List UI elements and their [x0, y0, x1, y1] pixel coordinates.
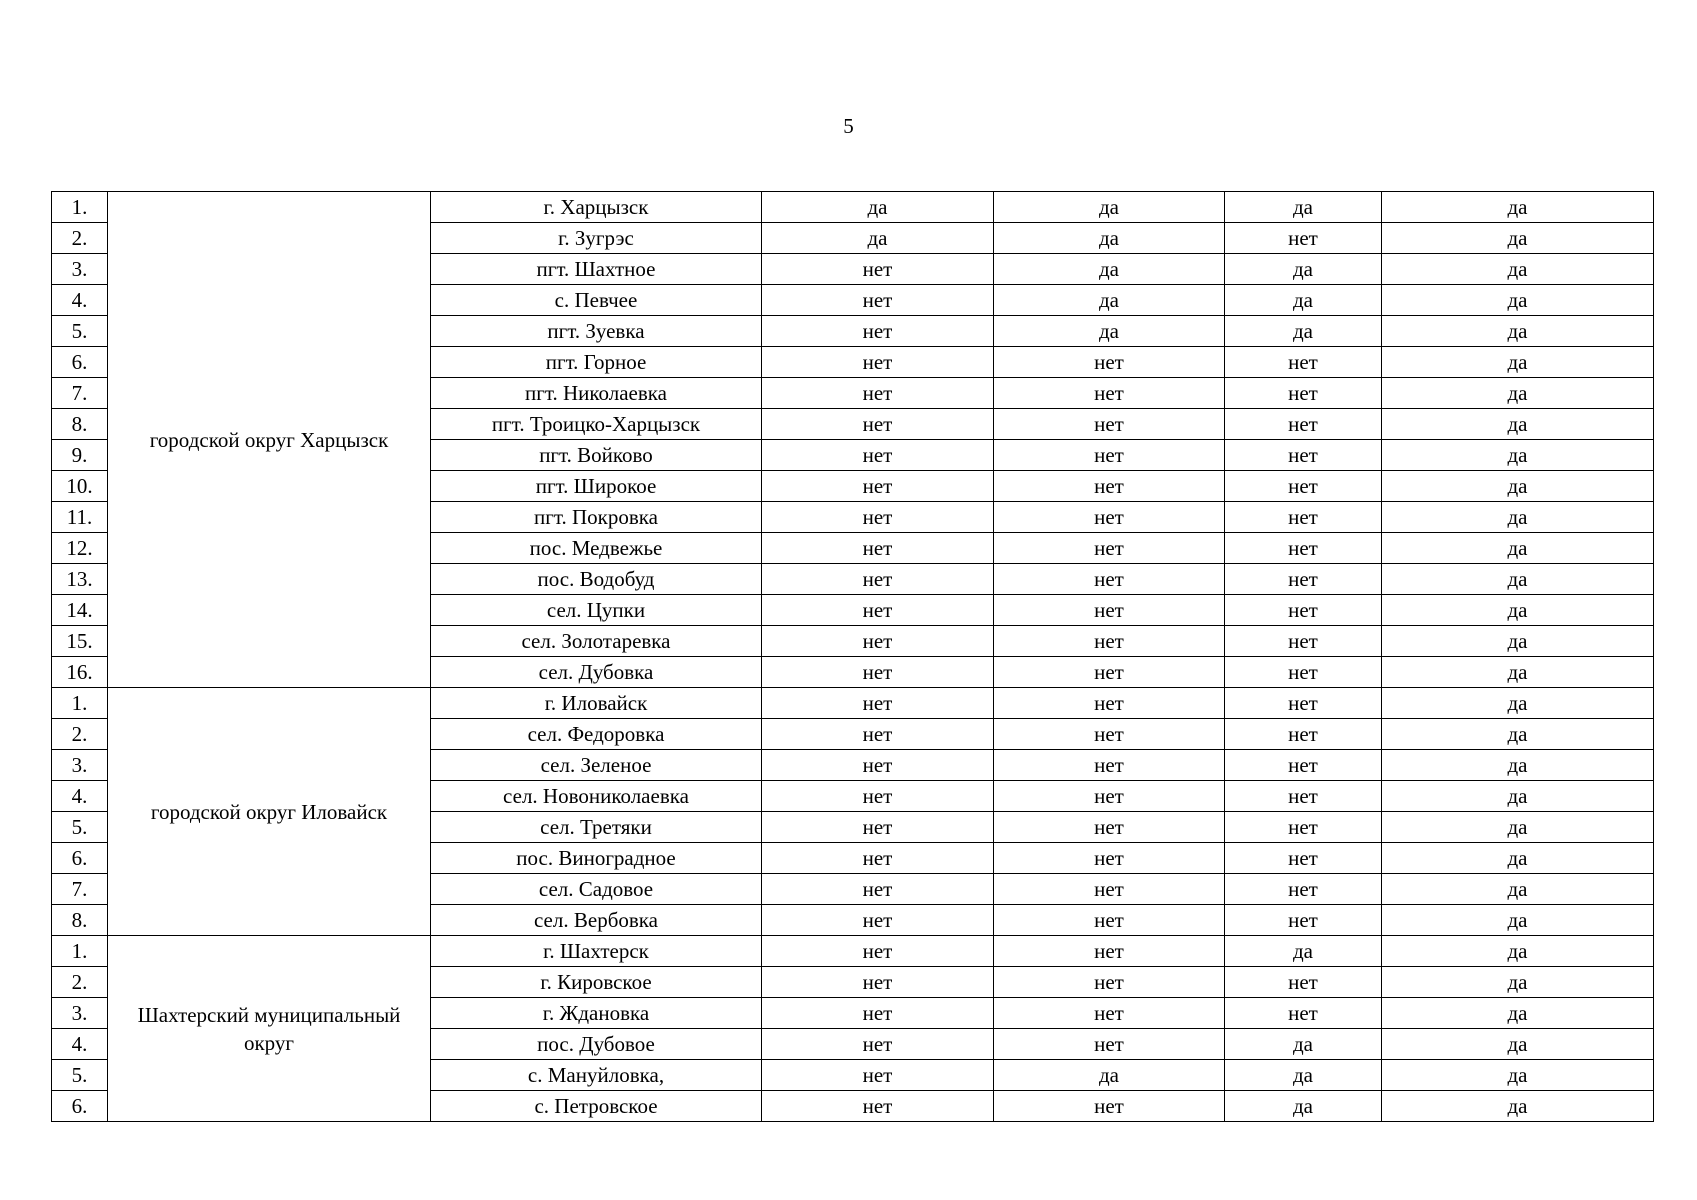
value-cell-2: нет [994, 440, 1225, 471]
value-cell-2: нет [994, 502, 1225, 533]
row-number-cell: 10. [52, 471, 108, 502]
row-number-cell: 4. [52, 285, 108, 316]
value-cell-3: нет [1225, 378, 1382, 409]
row-number-cell: 5. [52, 316, 108, 347]
value-cell-3: нет [1225, 471, 1382, 502]
value-cell-3: нет [1225, 967, 1382, 998]
value-cell-4: да [1382, 254, 1654, 285]
value-cell-1: нет [762, 750, 994, 781]
district-cell: городской округ Иловайск [108, 688, 431, 936]
value-cell-4: да [1382, 998, 1654, 1029]
value-cell-3: нет [1225, 502, 1382, 533]
value-cell-4: да [1382, 936, 1654, 967]
row-number-cell: 6. [52, 843, 108, 874]
value-cell-3: да [1225, 285, 1382, 316]
locality-cell: пгт. Зуевка [431, 316, 762, 347]
value-cell-1: нет [762, 626, 994, 657]
value-cell-1: нет [762, 254, 994, 285]
value-cell-4: да [1382, 781, 1654, 812]
value-cell-2: нет [994, 471, 1225, 502]
locality-cell: сел. Садовое [431, 874, 762, 905]
row-number-cell: 14. [52, 595, 108, 626]
value-cell-1: нет [762, 409, 994, 440]
value-cell-3: да [1225, 1060, 1382, 1091]
value-cell-1: нет [762, 440, 994, 471]
value-cell-3: нет [1225, 874, 1382, 905]
value-cell-1: нет [762, 564, 994, 595]
locality-cell: пос. Медвежье [431, 533, 762, 564]
value-cell-1: нет [762, 812, 994, 843]
value-cell-2: нет [994, 409, 1225, 440]
value-cell-1: нет [762, 378, 994, 409]
value-cell-2: нет [994, 657, 1225, 688]
value-cell-1: нет [762, 502, 994, 533]
value-cell-3: нет [1225, 750, 1382, 781]
value-cell-2: да [994, 192, 1225, 223]
row-number-cell: 8. [52, 905, 108, 936]
row-number-cell: 15. [52, 626, 108, 657]
value-cell-4: да [1382, 1060, 1654, 1091]
district-cell: городской округ Харцызск [108, 192, 431, 688]
locality-cell: пгт. Войково [431, 440, 762, 471]
value-cell-3: нет [1225, 533, 1382, 564]
value-cell-1: нет [762, 905, 994, 936]
table-row [52, 192, 1654, 223]
row-number-cell: 11. [52, 502, 108, 533]
value-cell-4: да [1382, 595, 1654, 626]
value-cell-4: да [1382, 843, 1654, 874]
value-cell-2: нет [994, 905, 1225, 936]
value-cell-4: да [1382, 967, 1654, 998]
value-cell-1: нет [762, 595, 994, 626]
value-cell-2: нет [994, 998, 1225, 1029]
row-number-cell: 16. [52, 657, 108, 688]
value-cell-2: нет [994, 378, 1225, 409]
row-number-cell: 8. [52, 409, 108, 440]
value-cell-2: нет [994, 781, 1225, 812]
value-cell-4: да [1382, 1029, 1654, 1060]
value-cell-4: да [1382, 719, 1654, 750]
value-cell-2: нет [994, 874, 1225, 905]
value-cell-2: да [994, 316, 1225, 347]
value-cell-4: да [1382, 192, 1654, 223]
value-cell-4: да [1382, 347, 1654, 378]
value-cell-2: нет [994, 564, 1225, 595]
value-cell-3: нет [1225, 998, 1382, 1029]
row-number-cell: 7. [52, 874, 108, 905]
value-cell-3: да [1225, 192, 1382, 223]
locality-cell: г. Харцызск [431, 192, 762, 223]
row-number-cell: 6. [52, 347, 108, 378]
table-body [52, 192, 1654, 1122]
value-cell-4: да [1382, 812, 1654, 843]
value-cell-3: да [1225, 1091, 1382, 1122]
value-cell-4: да [1382, 905, 1654, 936]
row-number-cell: 3. [52, 254, 108, 285]
value-cell-4: да [1382, 223, 1654, 254]
value-cell-1: нет [762, 843, 994, 874]
value-cell-4: да [1382, 471, 1654, 502]
value-cell-2: нет [994, 812, 1225, 843]
value-cell-4: да [1382, 750, 1654, 781]
value-cell-4: да [1382, 285, 1654, 316]
value-cell-3: да [1225, 1029, 1382, 1060]
value-cell-4: да [1382, 564, 1654, 595]
locality-cell: пгт. Горное [431, 347, 762, 378]
value-cell-1: нет [762, 285, 994, 316]
locality-cell: г. Ждановка [431, 998, 762, 1029]
value-cell-1: нет [762, 1029, 994, 1060]
value-cell-1: нет [762, 967, 994, 998]
value-cell-1: нет [762, 874, 994, 905]
value-cell-3: нет [1225, 843, 1382, 874]
value-cell-2: нет [994, 533, 1225, 564]
value-cell-4: да [1382, 657, 1654, 688]
locality-cell: с. Петровское [431, 1091, 762, 1122]
value-cell-2: нет [994, 967, 1225, 998]
row-number-cell: 2. [52, 223, 108, 254]
value-cell-2: нет [994, 347, 1225, 378]
value-cell-2: нет [994, 750, 1225, 781]
row-number-cell: 3. [52, 750, 108, 781]
locality-cell: сел. Третяки [431, 812, 762, 843]
row-number-cell: 2. [52, 719, 108, 750]
locality-cell: г. Шахтерск [431, 936, 762, 967]
value-cell-4: да [1382, 626, 1654, 657]
value-cell-4: да [1382, 316, 1654, 347]
value-cell-1: нет [762, 347, 994, 378]
value-cell-4: да [1382, 440, 1654, 471]
locality-cell: сел. Федоровка [431, 719, 762, 750]
value-cell-1: нет [762, 1060, 994, 1091]
value-cell-4: да [1382, 688, 1654, 719]
locality-cell: пгт. Николаевка [431, 378, 762, 409]
value-cell-3: да [1225, 936, 1382, 967]
row-number-cell: 3. [52, 998, 108, 1029]
locality-cell: сел. Золотаревка [431, 626, 762, 657]
locality-cell: г. Иловайск [431, 688, 762, 719]
row-number-cell: 7. [52, 378, 108, 409]
row-number-cell: 5. [52, 812, 108, 843]
value-cell-3: нет [1225, 564, 1382, 595]
row-number-cell: 1. [52, 688, 108, 719]
value-cell-3: нет [1225, 688, 1382, 719]
value-cell-1: нет [762, 688, 994, 719]
value-cell-3: нет [1225, 905, 1382, 936]
table-row [52, 688, 1654, 719]
locality-cell: г. Зугрэс [431, 223, 762, 254]
value-cell-1: нет [762, 533, 994, 564]
value-cell-2: нет [994, 936, 1225, 967]
locality-cell: сел. Дубовка [431, 657, 762, 688]
value-cell-2: нет [994, 626, 1225, 657]
locality-cell: пгт. Широкое [431, 471, 762, 502]
value-cell-3: да [1225, 316, 1382, 347]
value-cell-3: нет [1225, 347, 1382, 378]
row-number-cell: 13. [52, 564, 108, 595]
locality-cell: пос. Дубовое [431, 1029, 762, 1060]
locality-cell: пгт. Троицко-Харцызск [431, 409, 762, 440]
value-cell-4: да [1382, 378, 1654, 409]
value-cell-1: нет [762, 1091, 994, 1122]
row-number-cell: 1. [52, 192, 108, 223]
value-cell-3: нет [1225, 595, 1382, 626]
locality-cell: сел. Цупки [431, 595, 762, 626]
value-cell-2: нет [994, 688, 1225, 719]
row-number-cell: 2. [52, 967, 108, 998]
locality-cell: пос. Водобуд [431, 564, 762, 595]
value-cell-3: нет [1225, 626, 1382, 657]
row-number-cell: 4. [52, 781, 108, 812]
locality-cell: пос. Виноградное [431, 843, 762, 874]
locality-cell: сел. Вербовка [431, 905, 762, 936]
value-cell-1: да [762, 223, 994, 254]
value-cell-3: нет [1225, 223, 1382, 254]
value-cell-1: да [762, 192, 994, 223]
locality-cell: г. Кировское [431, 967, 762, 998]
locality-cell: с. Певчее [431, 285, 762, 316]
value-cell-2: нет [994, 595, 1225, 626]
locality-cell: сел. Новониколаевка [431, 781, 762, 812]
value-cell-2: нет [994, 843, 1225, 874]
value-cell-3: нет [1225, 719, 1382, 750]
value-cell-1: нет [762, 781, 994, 812]
row-number-cell: 5. [52, 1060, 108, 1091]
value-cell-2: да [994, 223, 1225, 254]
value-cell-2: нет [994, 1091, 1225, 1122]
value-cell-2: нет [994, 1029, 1225, 1060]
value-cell-1: нет [762, 998, 994, 1029]
locality-cell: с. Мануйловка, [431, 1060, 762, 1091]
value-cell-1: нет [762, 316, 994, 347]
page-number: 5 [843, 114, 854, 138]
locality-cell: пгт. Шахтное [431, 254, 762, 285]
value-cell-3: да [1225, 254, 1382, 285]
value-cell-3: нет [1225, 409, 1382, 440]
row-number-cell: 1. [52, 936, 108, 967]
district-cell: Шахтерский муниципальный округ [108, 936, 431, 1122]
value-cell-1: нет [762, 719, 994, 750]
value-cell-4: да [1382, 409, 1654, 440]
value-cell-4: да [1382, 1091, 1654, 1122]
row-number-cell: 6. [52, 1091, 108, 1122]
value-cell-2: да [994, 285, 1225, 316]
value-cell-1: нет [762, 657, 994, 688]
value-cell-3: нет [1225, 440, 1382, 471]
table-row [52, 936, 1654, 967]
locality-cell: пгт. Покровка [431, 502, 762, 533]
value-cell-4: да [1382, 533, 1654, 564]
value-cell-2: да [994, 1060, 1225, 1091]
value-cell-3: нет [1225, 657, 1382, 688]
value-cell-4: да [1382, 502, 1654, 533]
value-cell-3: нет [1225, 812, 1382, 843]
value-cell-2: да [994, 254, 1225, 285]
value-cell-3: нет [1225, 781, 1382, 812]
value-cell-1: нет [762, 936, 994, 967]
locality-cell: сел. Зеленое [431, 750, 762, 781]
localities-table [51, 191, 1654, 1122]
value-cell-2: нет [994, 719, 1225, 750]
value-cell-4: да [1382, 874, 1654, 905]
row-number-cell: 4. [52, 1029, 108, 1060]
value-cell-1: нет [762, 471, 994, 502]
row-number-cell: 12. [52, 533, 108, 564]
row-number-cell: 9. [52, 440, 108, 471]
